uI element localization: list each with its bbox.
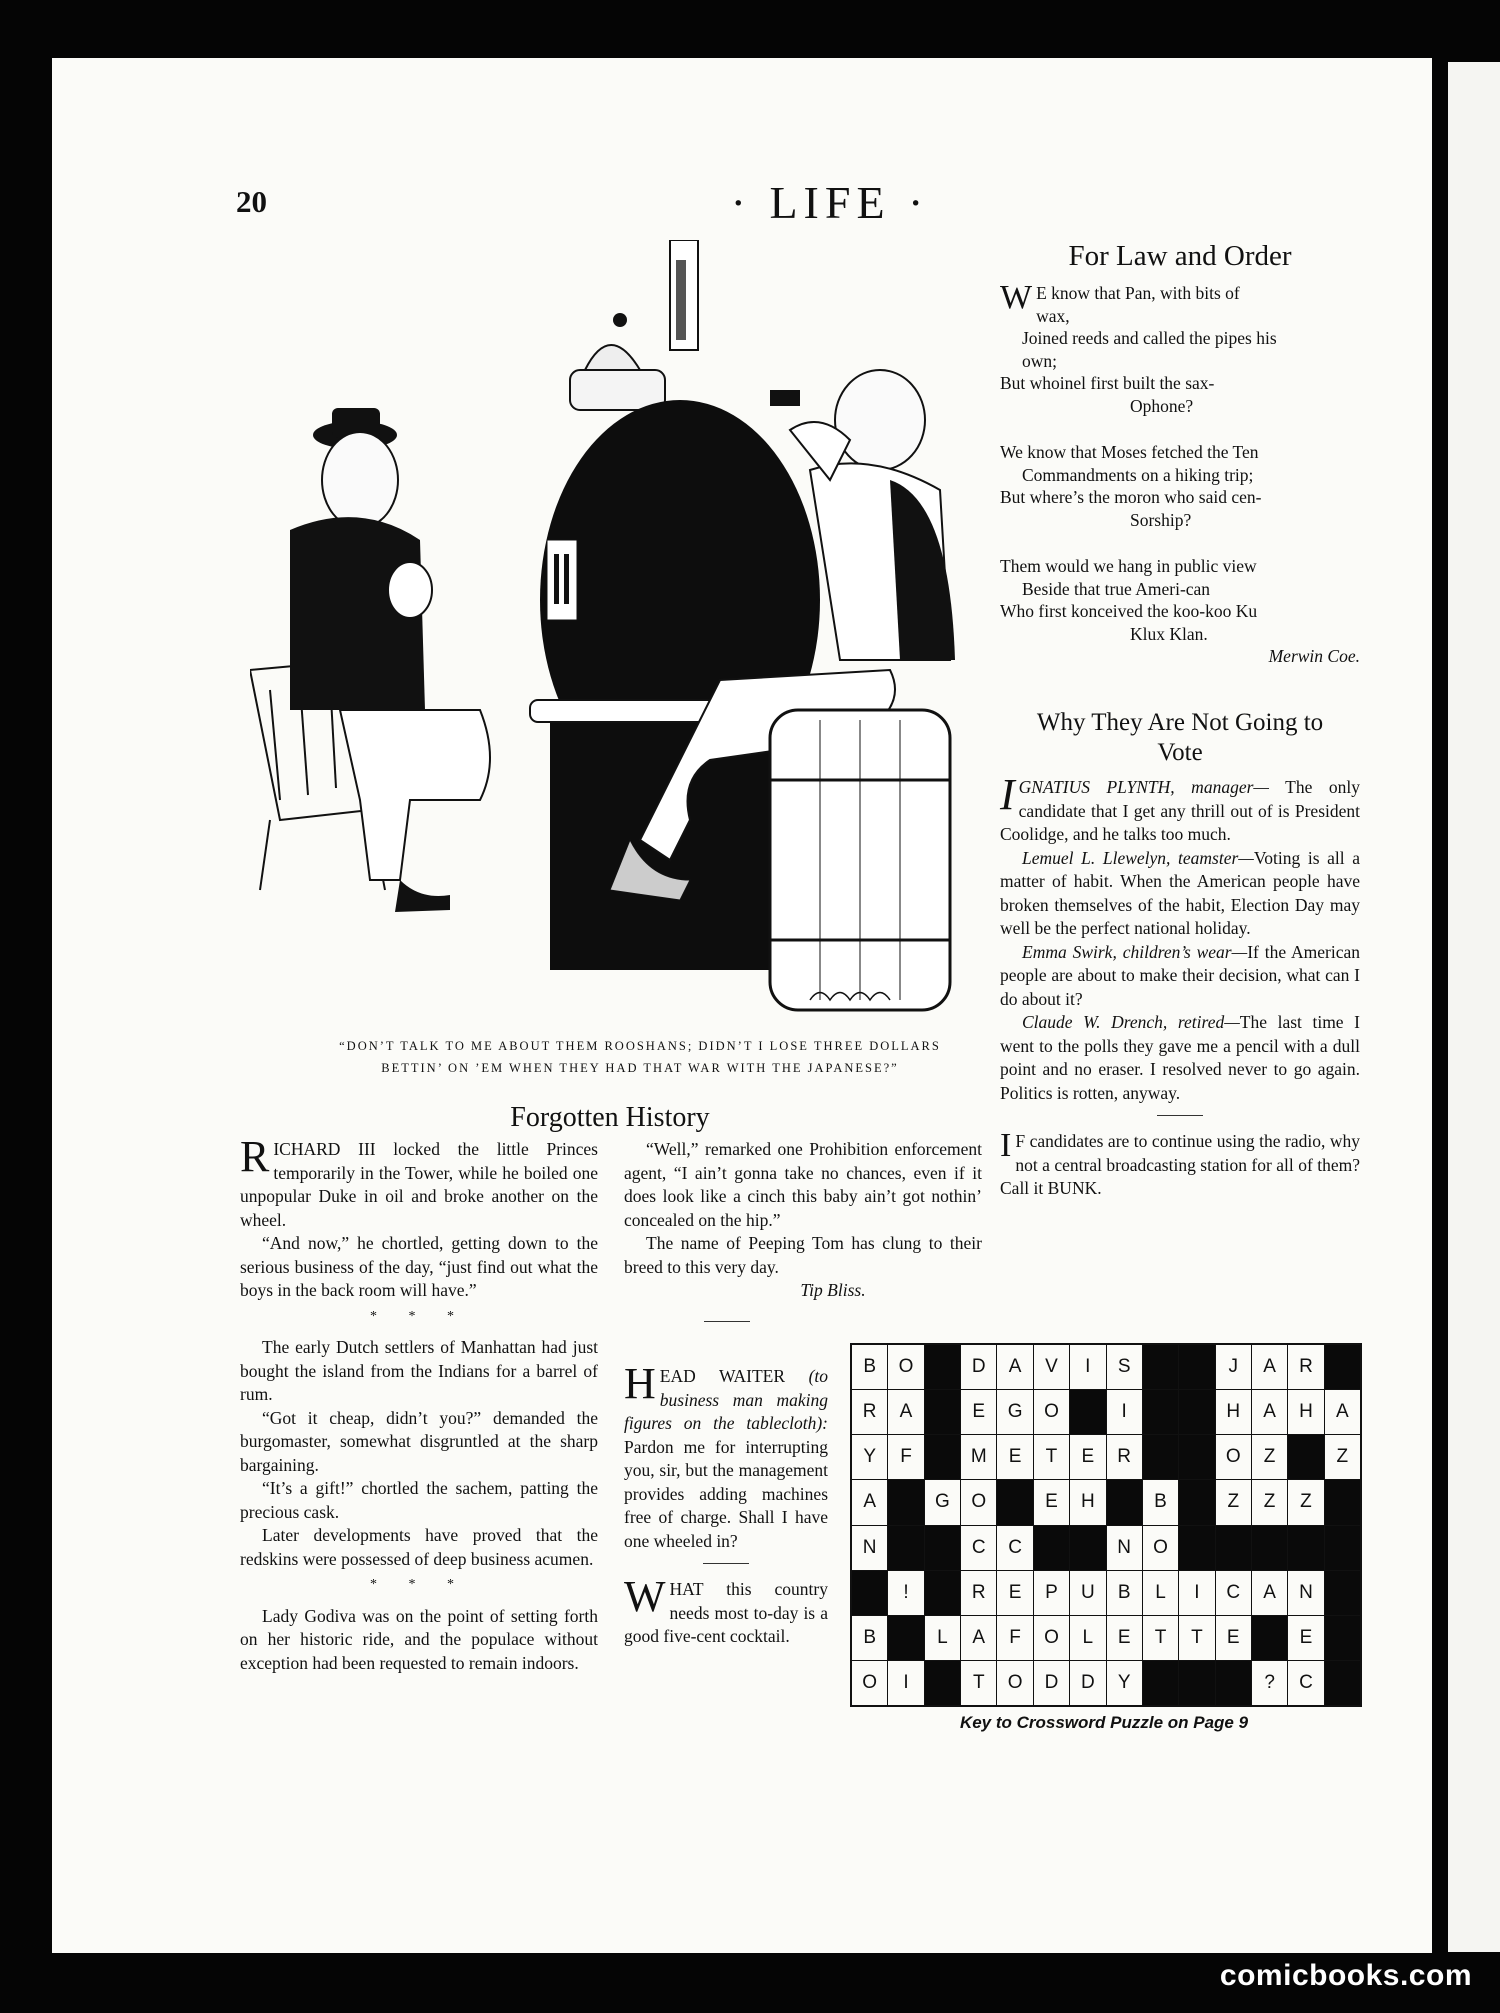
watermark: comicbooks.com <box>1219 1959 1472 1992</box>
crossword-cell: T <box>1143 1616 1178 1660</box>
crossword-black-cell <box>1179 1435 1214 1479</box>
crossword-black-cell <box>1179 1390 1214 1434</box>
crossword-cell: S <box>1107 1345 1142 1389</box>
masthead: · LIFE · <box>730 177 930 228</box>
crossword-black-cell <box>925 1571 960 1615</box>
law-order-title: For Law and Order <box>1068 240 1292 272</box>
head-waiter: HEAD WAITER (to business man making figures on the tablecloth): Pardon me for interrupting you, sir, but the management provides adding machines free of charge. Shall I have one wheeled in? WHAT this country needs most to-day is a good five-cent cocktail. <box>624 1359 829 1646</box>
forgotten-history-col2: “Well,” remarked one Prohibition enforcement agent, “I ain’t gonna take no chances, even if it does look like a cinch this baby ain’t got nothin’ concealed on the hip.” The name of Peeping Tom has clung to their breed to this very day. Tip Bliss. <box>624 1138 982 1336</box>
crossword-cell: U <box>1070 1571 1105 1615</box>
crossword-black-cell <box>1070 1390 1105 1434</box>
crossword-cell: O <box>1034 1390 1069 1434</box>
cartoon-caption: “DON’T TALK TO ME ABOUT THEM ROOSHANS; DIDN’T I LOSE THREE DOLLARS BETTIN’ ON ’EM WHEN THEY HAD THAT WAR WITH THE JAPANESE?” <box>339 1039 941 1075</box>
crossword-cell: ? <box>1252 1661 1287 1705</box>
crossword-cell: A <box>1252 1345 1287 1389</box>
crossword-cell: L <box>1070 1616 1105 1660</box>
crossword-cell: Y <box>852 1435 887 1479</box>
crossword-cell: R <box>961 1571 996 1615</box>
crossword-black-cell <box>925 1526 960 1570</box>
crossword-black-cell <box>888 1526 923 1570</box>
crossword-cell: A <box>961 1616 996 1660</box>
crossword-cell: E <box>1070 1435 1105 1479</box>
vote-title: Why They Are Not Going to Vote <box>1036 709 1324 766</box>
crossword-black-cell <box>1179 1480 1214 1524</box>
crossword-cell: E <box>997 1571 1032 1615</box>
crossword-cell: Z <box>1288 1480 1323 1524</box>
crossword-black-cell <box>1325 1571 1360 1615</box>
crossword-cell: M <box>961 1435 996 1479</box>
crossword-cell: Z <box>1252 1480 1287 1524</box>
forgotten-history-title: Forgotten History <box>510 1102 710 1133</box>
crossword-cell: T <box>1179 1616 1214 1660</box>
crossword-cell: N <box>852 1526 887 1570</box>
next-page-edge <box>1448 62 1500 1952</box>
crossword-cell: O <box>888 1345 923 1389</box>
crossword-cell: D <box>1034 1661 1069 1705</box>
crossword-cell: F <box>997 1616 1032 1660</box>
crossword-cell: L <box>925 1616 960 1660</box>
crossword-cell: H <box>1216 1390 1251 1434</box>
crossword-cell: I <box>888 1661 923 1705</box>
crossword-black-cell <box>1179 1526 1214 1570</box>
crossword-black-cell <box>1216 1526 1251 1570</box>
cartoon-illustration <box>250 240 1010 1030</box>
crossword-cell: I <box>1107 1390 1142 1434</box>
crossword-cell: J <box>1216 1345 1251 1389</box>
crossword-black-cell <box>1288 1526 1323 1570</box>
crossword-cell: T <box>961 1661 996 1705</box>
crossword-cell: A <box>1252 1571 1287 1615</box>
crossword-cell: D <box>1070 1661 1105 1705</box>
crossword-cell: T <box>1034 1435 1069 1479</box>
crossword-black-cell <box>997 1480 1032 1524</box>
crossword-cell: C <box>997 1526 1032 1570</box>
crossword-cell: O <box>1034 1616 1069 1660</box>
crossword-cell: G <box>925 1480 960 1524</box>
crossword-cell: C <box>961 1526 996 1570</box>
crossword-cell: I <box>1179 1571 1214 1615</box>
crossword-cell: O <box>1143 1526 1178 1570</box>
crossword-black-cell <box>1216 1661 1251 1705</box>
crossword-black-cell <box>1288 1435 1323 1479</box>
crossword-cell: I <box>1070 1345 1105 1389</box>
forgotten-history-author: Tip Bliss. <box>800 1280 866 1300</box>
crossword-black-cell <box>1252 1526 1287 1570</box>
crossword-black-cell <box>1179 1345 1214 1389</box>
crossword-cell: P <box>1034 1571 1069 1615</box>
crossword-black-cell <box>1325 1661 1360 1705</box>
law-order-author: Merwin Coe. <box>1268 646 1360 666</box>
crossword-cell: B <box>1143 1480 1178 1524</box>
crossword-cell: E <box>1288 1616 1323 1660</box>
forgotten-history-col1: RICHARD III locked the little Princes temporarily in the Tower, while he boiled one unpopular Duke in oil and broke another on the wheel. “And now,” he chortled, getting down to the serious business of the day, “just find out what the boys in the back room will have.” * * * The early Dutch settlers of Manhattan had just bought the island from the Indians for a barrel of rum. “Got it cheap, didn’t you?” demanded the burgomaster, somewhat disgruntled at the sharp bargaining. “It’s a gift!” chortled the sachem, patting the precious cask. Later developments have proved that the redskins were possessed of deep business acumen. * * * Lady Godiva was on the point of setting forth on her historic ride, and the populace without exception had been requested to remain indoors. <box>240 1132 598 1673</box>
crossword-cell: R <box>1288 1345 1323 1389</box>
crossword-cell: R <box>1107 1435 1142 1479</box>
crossword-cell: Y <box>1107 1661 1142 1705</box>
crossword-black-cell <box>1143 1435 1178 1479</box>
bunk-text: F candidates are to continue using the radio, why not a central broadcasting station for all of them? Call it BUNK. <box>1000 1131 1360 1198</box>
divider <box>704 1321 750 1322</box>
crossword-cell: A <box>1252 1390 1287 1434</box>
crossword-cell: G <box>997 1390 1032 1434</box>
crossword-black-cell <box>1034 1526 1069 1570</box>
crossword-cell: N <box>1107 1526 1142 1570</box>
crossword-key-grid <box>850 1343 1362 1707</box>
crossword-black-cell <box>1325 1345 1360 1389</box>
crossword-cell: E <box>1034 1480 1069 1524</box>
crossword-cell: O <box>1216 1435 1251 1479</box>
law-order-poem: W E know that Pan, with bits of wax, Joined reeds and called the pipes his own; But whoinel first built the sax- Ophone? We know that Moses fetched the Ten Commandments on a hiking trip; But where’s the moron who said cen- Sorship? Them would we hang in public view Beside that true Ameri-can Who first konceived the koo-koo Ku Klux Klan. Merwin Coe. <box>1000 279 1360 666</box>
vote-article: IGNATIUS PLYNTH, manager— The only candidate that I get any thrill out of is President Coolidge, and he talks too much. Lemuel L. Llewelyn, teamster—Voting is all a matter of habit. When the American people have broken themselves of the habit, Election Day may well be the perfect national holiday. Emma Swirk, children’s wear—If the American people are about to make their decision, what can I do about it? Claude W. Drench, retired—The last time I went to the polls they gave me a pencil with a dull point and no eraser. I resolved never to go again. Politics is rotten, anyway. I F candidates are to continue using the radio, why not a central broadcasting station for all of them? Call it BUNK. <box>1000 770 1360 1198</box>
crossword-cell: B <box>1107 1571 1142 1615</box>
crossword-black-cell <box>1143 1345 1178 1389</box>
crossword-cell: A <box>852 1480 887 1524</box>
crossword-cell: B <box>852 1616 887 1660</box>
crossword-cell: B <box>852 1345 887 1389</box>
crossword-cell: C <box>1288 1661 1323 1705</box>
crossword-cell: E <box>1216 1616 1251 1660</box>
crossword-cell: N <box>1288 1571 1323 1615</box>
crossword-black-cell <box>1143 1390 1178 1434</box>
crossword-cell: H <box>1070 1480 1105 1524</box>
crossword-black-cell <box>852 1571 887 1615</box>
divider <box>703 1563 749 1564</box>
divider <box>1157 1115 1203 1116</box>
crossword-cell: E <box>961 1390 996 1434</box>
crossword-cell: D <box>961 1345 996 1389</box>
crossword-black-cell <box>888 1616 923 1660</box>
crossword-black-cell <box>1325 1616 1360 1660</box>
crossword-black-cell <box>925 1345 960 1389</box>
crossword-cell: A <box>888 1390 923 1434</box>
crossword-cell: Z <box>1216 1480 1251 1524</box>
crossword-black-cell <box>1143 1661 1178 1705</box>
crossword-cell: O <box>852 1661 887 1705</box>
crossword-cell: L <box>1143 1571 1178 1615</box>
crossword-cell: V <box>1034 1345 1069 1389</box>
crossword-black-cell <box>1179 1661 1214 1705</box>
crossword-black-cell <box>925 1390 960 1434</box>
crossword-black-cell <box>925 1435 960 1479</box>
crossword-cell: E <box>997 1435 1032 1479</box>
crossword-caption: Key to Crossword Puzzle on Page 9 <box>959 1713 1249 1732</box>
crossword-cell: E <box>1107 1616 1142 1660</box>
crossword-cell: O <box>997 1661 1032 1705</box>
crossword-cell: Z <box>1252 1435 1287 1479</box>
crossword-cell: H <box>1288 1390 1323 1434</box>
crossword-cell: R <box>852 1390 887 1434</box>
crossword-cell: F <box>888 1435 923 1479</box>
page-number: 20 <box>236 184 267 219</box>
crossword-cell: Z <box>1325 1435 1360 1479</box>
crossword-black-cell <box>1325 1526 1360 1570</box>
crossword-cell: O <box>961 1480 996 1524</box>
crossword-black-cell <box>1107 1480 1142 1524</box>
crossword-cell: C <box>1216 1571 1251 1615</box>
crossword-black-cell <box>1252 1616 1287 1660</box>
crossword-cell: A <box>1325 1390 1360 1434</box>
crossword-cell: A <box>997 1345 1032 1389</box>
crossword-black-cell <box>925 1661 960 1705</box>
crossword-cell: ! <box>888 1571 923 1615</box>
crossword-black-cell <box>1070 1526 1105 1570</box>
crossword-black-cell <box>888 1480 923 1524</box>
crossword-black-cell <box>1325 1480 1360 1524</box>
